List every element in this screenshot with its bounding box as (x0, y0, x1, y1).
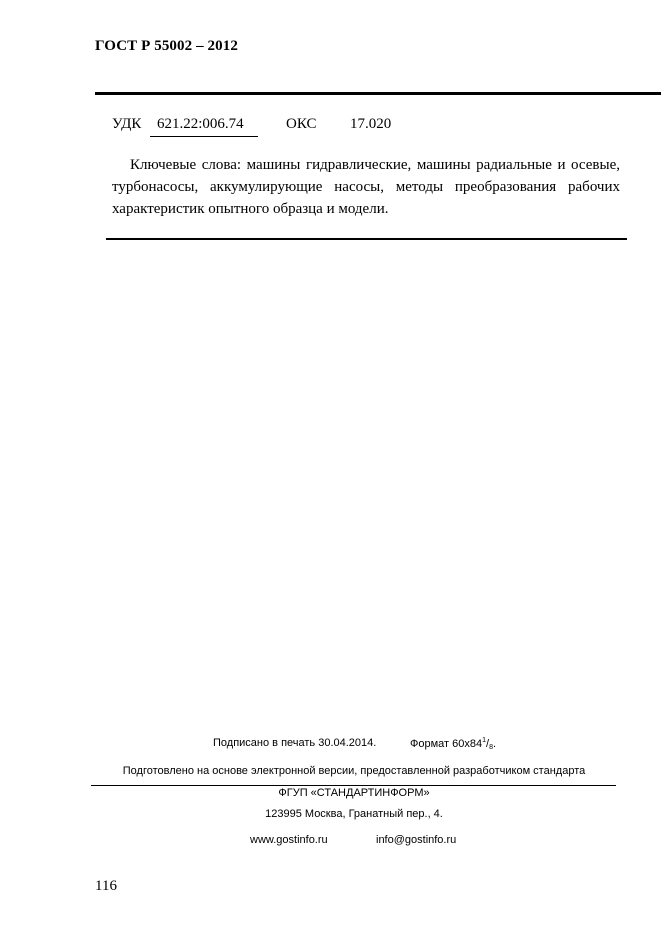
signed-date: Подписано в печать 30.04.2014. (213, 737, 377, 749)
website-link[interactable]: www.gostinfo.ru (250, 834, 328, 846)
format-suffix: . (492, 738, 497, 750)
format-prefix: Формат 60х84 (410, 738, 483, 750)
format-numerator: 1 (482, 737, 487, 744)
email-link[interactable]: info@gostinfo.ru (376, 834, 457, 846)
classification-row (112, 116, 432, 138)
udk-label: УДК (112, 116, 142, 132)
publisher-address: 123995 Москва, Гранатный пер., 4. (265, 808, 443, 820)
document-header: ГОСТ Р 55002 – 2012 (95, 38, 238, 54)
keywords-rule (106, 238, 627, 240)
imprint-rule (91, 785, 616, 786)
imprint-print-info (0, 737, 661, 753)
header-rule (95, 92, 661, 95)
format-denominator: 8 (489, 744, 493, 751)
paper-format: Формат $60х84^1/8$. (410, 737, 497, 751)
oks-value: 17.020 (350, 116, 392, 132)
udk-underline (150, 136, 258, 137)
oks-label: ОКС (286, 116, 317, 132)
keywords-paragraph: Ключевые слова: машины гидравлические, машины радиальные и осевые, турбонасосы, аккумулирующие насосы, методы преобразования рабочих характеристик опытного образца и модели. (112, 157, 620, 217)
udk-value: 621.22:006.74 (157, 116, 244, 132)
publisher-name: ФГУП «СТАНДАРТИНФОРМ» (278, 787, 430, 799)
publisher-contacts (0, 834, 661, 850)
prepared-note: Подготовлено на основе электронной версии, предоставленной разработчиком стандарта (122, 765, 586, 777)
page-number: 116 (95, 878, 117, 894)
